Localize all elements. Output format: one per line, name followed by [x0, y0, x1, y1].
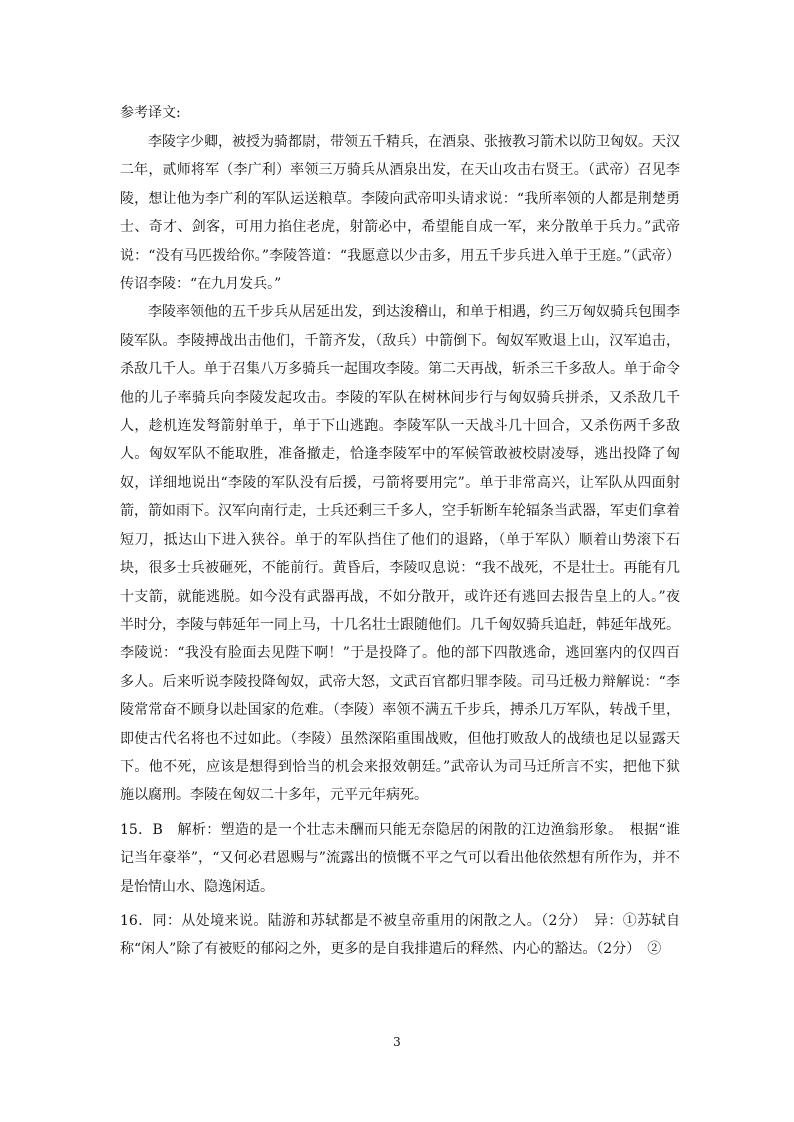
translation-paragraph-2: 李陵率领他的五千步兵从居延出发，到达浚稽山，和单于相遇，约三万匈奴骑兵包围李陵军队。李陵搏战出击他们，千箭齐发，（敌兵）中箭倒下。匈奴军败退上山，汉军追击，杀敌几千人。单于召集八万多骑兵一起围攻李陵。第二天再战，斩杀三千多敌人。单于命令他的儿子率骑兵向李陵发起攻击。李陵的军队在树林间步行与匈奴骑兵拼杀，又杀敌几千人，趁机连发弩箭射单于，单于下山逃跑。李陵军队一天战斗几十回合，又杀伤两千多敌人。匈奴军队不能取胜，准备撤走，恰逢李陵军中的军候管敢被校尉凌辱，逃出投降了匈奴，详细地说出“李陵的军队没有后援，弓箭将要用完”。单于非常高兴，让军队从四面射箭，箭如雨下。汉军向南行走，士兵还剩三千多人，空手斩断车轮辐条当武器，军吏们拿着短刀，抵达山下进入狭谷。单于的军队挡住了他们的退路，（单于军队）顺着山势滚下石块，很多士兵被砸死，不能前行。黄昏后，李陵叹息说：“我不战死，不是壮士。再能有几十支箭，就能逃脱。如今没有武器再战，不如分散开，或许还有逃回去报告皇上的人。”夜半时分，李陵与韩延年一同上马，十几名壮士跟随他们。几千匈奴骑兵追赶，韩延年战死。李陵说：“我没有脸面去见陛下啊！”于是投降了。他的部下四散逃命，逃回塞内的仅四百多人。后来听说李陵投降匈奴，武帝大怒，文武百官都归罪李陵。司马迁极力辩解说：“李陵常常奋不顾身以赴国家的危难。（李陵）率领不满五千步兵，搏杀几万军队，转战千里，即使古代名将也不过如此。（李陵）虽然深陷重围战败，但他打败敌人的战绩也足以显露天下。他不死，应该是想得到恰当的机会来报效朝廷。”武帝认为司马迁所言不实，把他下狱施以腐刑。李陵在匈奴二十多年，元平元年病死。 — [120, 304, 680, 804]
page-content — [120, 98, 680, 964]
answer-16: 16．同：从处境来说。陆游和苏轼都是不被皇帝重用的闲散之人。（2分） 异：①苏轼自称“闲人”除了有被贬的郁闷之外，更多的是自我排遣后的释然、内心的豁达。（2分） ② — [120, 912, 680, 958]
answer-15: 15．B 解析：塑造的是一个壮志未酬而只能无奈隐居的闲散的江边渔翁形象。 根据“谁记当年豪举”，“又何必君恩赐与”流露出的愤慨不平之气可以看出他依然想有所作为，并不是怡情山水、隐逸闲适。 — [120, 821, 680, 895]
section-title: 参考译文: — [120, 105, 181, 121]
page-number: 3 — [393, 1035, 401, 1049]
translation-paragraph-1: 李陵字少卿，被授为骑都尉，带领五千精兵，在酒泉、张掖教习箭术以防卫匈奴。天汉二年，贰师将军（李广利）率领三万骑兵从酒泉出发，在天山攻击右贤王。（武帝）召见李陵，想让他为李广利的军队运送粮草。李陵向武帝叩头请求说：“我所率领的人都是荆楚勇士、奇才、剑客，可用力掐住老虎，射箭必中，希望能自成一军，来分散单于兵力。”武帝说：“没有马匹拨给你。”李陵答道：“我愿意以少击多，用五千步兵进入单于王庭。”（武帝）传诏李陵：“在九月发兵。” — [120, 134, 680, 293]
